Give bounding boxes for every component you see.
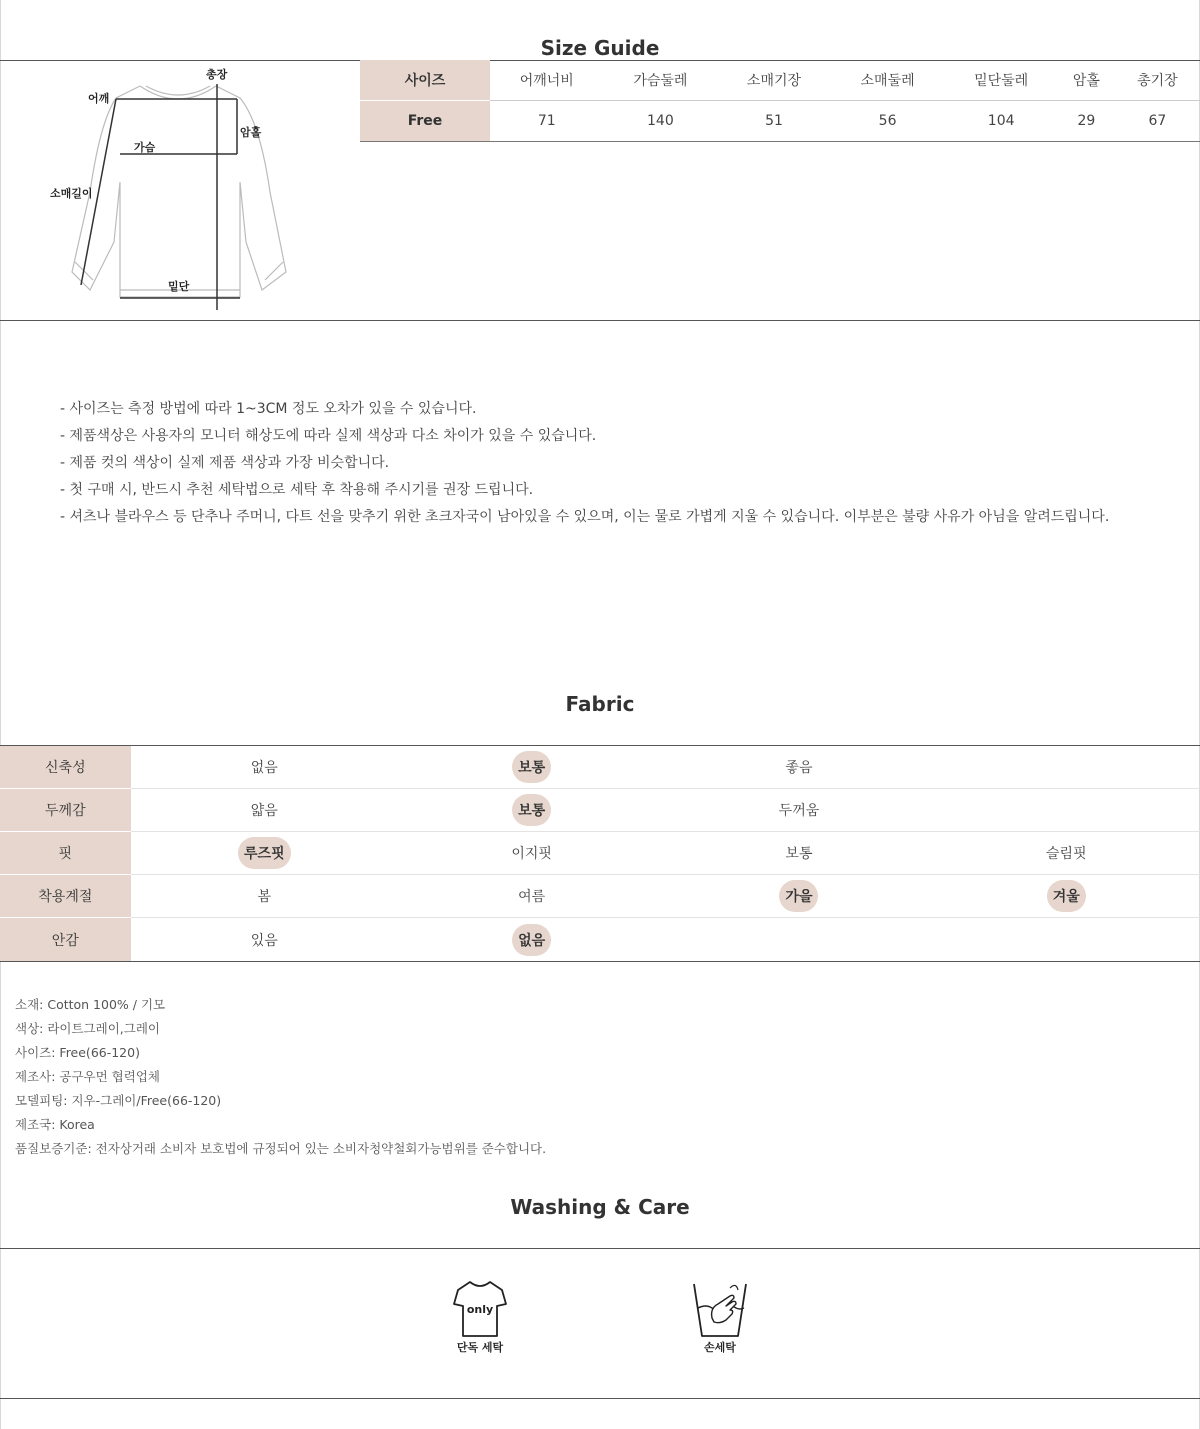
note-item: - 사이즈는 측정 방법에 따라 1~3CM 정도 오차가 있을 수 있습니다. bbox=[60, 401, 477, 417]
info-quality: 품질보증기준: 전자상거래 소비자 보호법에 규정되어 있는 소비자청약철회가능범위를 준수합니다. bbox=[15, 1141, 547, 1156]
info-origin: 제조국: Korea bbox=[15, 1117, 95, 1132]
note-item: - 셔츠나 블라우스 등 단추나 주머니, 다트 선을 맞추기 위한 초크자국이 남아있을 수 있으며, 이는 물로 가볍게 지울 수 있습니다. 이부분은 불량 사유가 아님을 알려드립니다. bbox=[60, 509, 1110, 525]
size-table-row bbox=[360, 101, 1200, 142]
size-cell: 104 bbox=[944, 101, 1058, 142]
fabric-option-cell bbox=[131, 918, 398, 962]
size-cell: Free bbox=[360, 101, 490, 142]
size-guide-title: Size Guide bbox=[540, 36, 660, 60]
garment-diagram bbox=[40, 62, 300, 317]
fabric-option: 없음 bbox=[250, 760, 278, 776]
size-cell: 67 bbox=[1115, 101, 1200, 142]
fabric-row-label: 안감 bbox=[0, 918, 131, 962]
fabric-option-selected: 겨울 bbox=[1047, 880, 1086, 912]
tshirt-only-icon bbox=[450, 1278, 510, 1338]
fabric-row bbox=[0, 832, 1200, 875]
size-header-cell: 사이즈 bbox=[360, 60, 490, 101]
fabric-option: 이지핏 bbox=[511, 846, 552, 862]
fabric-option-cell bbox=[665, 832, 932, 875]
wash-item-hand bbox=[680, 1278, 760, 1355]
fabric-option-cell bbox=[933, 875, 1200, 918]
fabric-option: 슬림핏 bbox=[1046, 846, 1087, 862]
notes-list bbox=[60, 396, 1109, 531]
size-header-cell: 가슴둘레 bbox=[604, 60, 718, 101]
fabric-option: 여름 bbox=[518, 889, 546, 905]
fabric-option-cell bbox=[398, 746, 665, 789]
diagram-label-sleeve-length: 소매길이 bbox=[50, 187, 93, 200]
diagram-label-shoulder: 어깨 bbox=[88, 92, 110, 105]
fabric-option-selected: 가을 bbox=[779, 880, 818, 912]
fabric-option-cell bbox=[131, 875, 398, 918]
diagram-label-hem: 밑단 bbox=[168, 280, 190, 293]
fabric-table bbox=[0, 746, 1200, 962]
fabric-option-cell bbox=[933, 746, 1200, 789]
fabric-option-cell bbox=[933, 918, 1200, 962]
fabric-row-label: 두께감 bbox=[0, 789, 131, 832]
divider bbox=[0, 1248, 1200, 1249]
size-header-cell: 소매기장 bbox=[717, 60, 831, 101]
size-header-cell: 소매둘레 bbox=[831, 60, 945, 101]
fabric-title: Fabric bbox=[565, 692, 635, 716]
svg-text:only: only bbox=[466, 1303, 494, 1316]
fabric-option-cell bbox=[131, 746, 398, 789]
fabric-option-cell bbox=[933, 789, 1200, 832]
wash-item-only bbox=[440, 1278, 520, 1355]
fabric-row-label: 착용계절 bbox=[0, 875, 131, 918]
size-header-cell: 어깨너비 bbox=[490, 60, 604, 101]
size-cell: 71 bbox=[490, 101, 604, 142]
washing-title: Washing & Care bbox=[510, 1195, 690, 1219]
fabric-option-selected: 보통 bbox=[512, 794, 551, 826]
fabric-option-cell bbox=[665, 875, 932, 918]
fabric-option: 있음 bbox=[250, 932, 278, 949]
note-item: - 첫 구매 시, 반드시 추천 세탁법으로 세탁 후 착용해 주시기를 권장 드립니다. bbox=[60, 482, 534, 498]
divider bbox=[0, 320, 1200, 321]
fabric-row-label: 핏 bbox=[0, 832, 131, 875]
info-color: 색상: 라이트그레이,그레이 bbox=[15, 1021, 160, 1036]
fabric-option-cell bbox=[398, 789, 665, 832]
info-model-fitting: 모델피팅: 지우-그레이/Free(66-120) bbox=[15, 1093, 222, 1108]
fabric-option: 좋음 bbox=[785, 760, 813, 776]
diagram-label-armhole: 암홀 bbox=[240, 126, 262, 139]
fabric-option-cell bbox=[398, 918, 665, 962]
fabric-option-cell bbox=[131, 789, 398, 832]
size-header-cell: 총기장 bbox=[1115, 60, 1200, 101]
size-cell: 29 bbox=[1058, 101, 1115, 142]
info-material: 소재: Cotton 100% / 기모 bbox=[15, 997, 166, 1012]
hand-wash-icon bbox=[690, 1278, 750, 1338]
wash-label-hand: 손세탁 bbox=[704, 1341, 736, 1354]
fabric-option-cell bbox=[933, 832, 1200, 875]
fabric-option-selected: 루즈핏 bbox=[238, 837, 291, 869]
info-manufacturer: 제조사: 공구우먼 협력업체 bbox=[15, 1069, 160, 1084]
fabric-row-label: 신축성 bbox=[0, 746, 131, 789]
divider bbox=[0, 1398, 1200, 1399]
size-cell: 140 bbox=[604, 101, 718, 142]
fabric-row bbox=[0, 789, 1200, 832]
fabric-option-selected: 보통 bbox=[512, 751, 551, 783]
fabric-option: 봄 bbox=[257, 889, 272, 905]
fabric-option-cell bbox=[398, 875, 665, 918]
wash-label-only: 단독 세탁 bbox=[456, 1341, 504, 1354]
fabric-option-cell bbox=[398, 832, 665, 875]
fabric-option-cell bbox=[665, 918, 932, 962]
size-table bbox=[360, 60, 1200, 142]
fabric-option-selected: 없음 bbox=[512, 924, 551, 956]
size-table-header-row bbox=[360, 60, 1200, 101]
fabric-option: 두꺼움 bbox=[778, 803, 820, 819]
fabric-option: 얇음 bbox=[250, 803, 278, 819]
info-size: 사이즈: Free(66-120) bbox=[15, 1045, 140, 1060]
fabric-option: 보통 bbox=[785, 846, 813, 862]
fabric-option-cell bbox=[131, 832, 398, 875]
size-cell: 56 bbox=[831, 101, 945, 142]
diagram-label-chest: 가슴 bbox=[134, 141, 156, 154]
fabric-row bbox=[0, 918, 1200, 962]
size-header-cell: 암홀 bbox=[1058, 60, 1115, 101]
size-cell: 51 bbox=[717, 101, 831, 142]
product-info bbox=[15, 993, 546, 1161]
note-item: - 제품 컷의 색상이 실제 제품 색상과 가장 비슷합니다. bbox=[60, 455, 390, 471]
fabric-option-cell bbox=[665, 789, 932, 832]
fabric-row bbox=[0, 746, 1200, 789]
fabric-option-cell bbox=[665, 746, 932, 789]
note-item: - 제품색상은 사용자의 모니터 해상도에 따라 실제 색상과 다소 차이가 있을 수 있습니다. bbox=[60, 428, 597, 444]
size-header-cell: 밑단둘레 bbox=[944, 60, 1058, 101]
fabric-row bbox=[0, 875, 1200, 918]
diagram-label-total-length: 총장 bbox=[206, 68, 228, 81]
